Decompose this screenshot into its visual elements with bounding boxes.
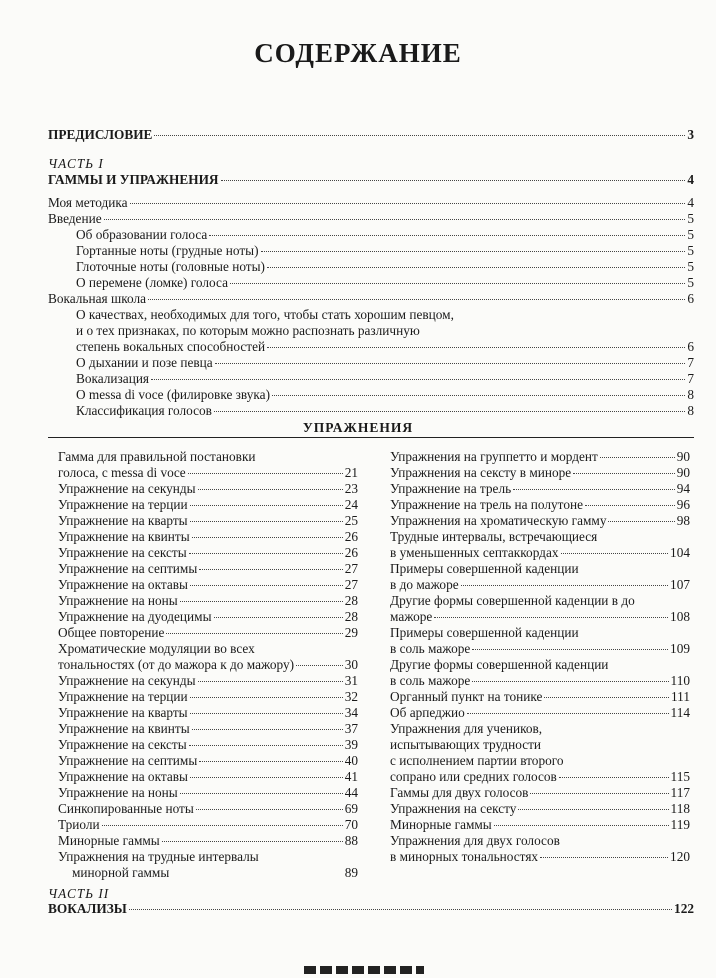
toc-entry[interactable]: Глоточные ноты (головные ноты) 5 — [76, 259, 694, 274]
toc-entry-line: и о тех признаках, по которым можно распознать различную — [76, 323, 420, 338]
part1-label: ЧАСТЬ I — [48, 156, 104, 171]
toc-entry[interactable]: мажоре 108 — [390, 609, 690, 624]
toc-entry[interactable]: Об образовании голоса 5 — [76, 227, 694, 242]
toc-entry[interactable]: Упражнение на трель 94 — [390, 481, 690, 496]
toc-entry[interactable]: Упражнения на сексту в миноре 90 — [390, 465, 690, 480]
toc-entry[interactable]: Упражнение на трель на полутоне 96 — [390, 497, 690, 512]
toc-entry[interactable]: Введение 5 — [48, 211, 694, 226]
toc-entry-preface[interactable]: ПРЕДИСЛОВИЕ 3 — [48, 127, 694, 142]
toc-entry[interactable]: Упражнение на септимы 40 — [58, 753, 358, 768]
toc-entry[interactable]: Упражнение на секунды 31 — [58, 673, 358, 688]
page-title: СОДЕРЖАНИЕ — [254, 38, 462, 68]
toc-entry[interactable]: Упражнение на октавы 27 — [58, 577, 358, 592]
toc-entry-line: Другие формы совершенной каденции — [390, 657, 609, 672]
toc-entry[interactable]: Упражнение на ноны 44 — [58, 785, 358, 800]
toc-entry-line: Трудные интервалы, встречающиеся — [390, 529, 598, 544]
toc-entry[interactable]: Гаммы для двух голосов 117 — [390, 785, 690, 800]
toc-entry[interactable]: голоса, с messa di voce 21 — [58, 465, 358, 480]
toc-entry[interactable]: Упражнение на секунды 23 — [58, 481, 358, 496]
toc-entry[interactable]: Упражнение на дуодецимы 28 — [58, 609, 358, 624]
toc-entry[interactable]: Синкопированные ноты 69 — [58, 801, 358, 816]
toc-entry[interactable]: Упражнения на сексту 118 — [390, 801, 690, 816]
toc-entry-line: испытывающих трудности — [390, 737, 542, 752]
toc-entry-line: Упражнения на трудные интервалы — [58, 849, 259, 864]
toc-entry[interactable]: Упражнение на октавы 41 — [58, 769, 358, 784]
toc-entry[interactable]: сопрано или средних голосов 115 — [390, 769, 690, 784]
toc-entry[interactable]: Триоли 70 — [58, 817, 358, 832]
toc-entry-line: Другие формы совершенной каденции в до — [390, 593, 635, 608]
toc-entry[interactable]: Вокальная школа 6 — [48, 291, 694, 306]
toc-entry[interactable]: в соль мажоре 109 — [390, 641, 690, 656]
toc-entry[interactable]: тональностях (от до мажора к до мажору) 30 — [58, 657, 358, 672]
toc-entry[interactable]: степень вокальных способностей 6 — [76, 339, 694, 354]
toc-entry[interactable]: Упражнение на ноны 28 — [58, 593, 358, 608]
toc-entry[interactable]: Упражнения на хроматическую гамму 98 — [390, 513, 690, 528]
toc-entry[interactable]: Упражнение на септимы 27 — [58, 561, 358, 576]
toc-entry[interactable]: Упражнение на кварты 34 — [58, 705, 358, 720]
toc-entry[interactable]: Минорные гаммы 119 — [390, 817, 690, 832]
toc-entry[interactable]: в до мажоре 107 — [390, 577, 690, 592]
toc-entry[interactable]: Упражнение на терции 32 — [58, 689, 358, 704]
divider — [48, 437, 694, 438]
toc-entry[interactable]: О messa di voce (филировке звука) 8 — [76, 387, 694, 402]
toc-entry-part1[interactable]: ГАММЫ И УПРАЖНЕНИЯ 4 — [48, 172, 694, 187]
toc-entry[interactable]: О перемене (ломке) голоса 5 — [76, 275, 694, 290]
toc-entry[interactable]: минорной гаммы 89 — [72, 865, 358, 880]
toc-entry[interactable]: Упражнение на кварты 25 — [58, 513, 358, 528]
toc-entry[interactable]: Классификация голосов 8 — [76, 403, 694, 418]
toc-entry[interactable]: Упражнения на группетто и мордент 90 — [390, 449, 690, 464]
toc-entry[interactable]: в уменьшенных септаккордах 104 — [390, 545, 690, 560]
exercises-heading: УПРАЖНЕНИЯ — [302, 420, 414, 435]
toc-entry[interactable]: Упражнение на сексты 39 — [58, 737, 358, 752]
toc-entry-line: с исполнением партии второго — [390, 753, 564, 768]
toc-entry[interactable]: Упражнение на квинты 26 — [58, 529, 358, 544]
toc-entry-line: Примеры совершенной каденции — [390, 625, 579, 640]
toc-entry-part2[interactable]: ВОКАЛИЗЫ 122 — [48, 901, 694, 916]
toc-entry[interactable]: Об арпеджио 114 — [390, 705, 690, 720]
toc-entry[interactable]: Гортанные ноты (грудные ноты) 5 — [76, 243, 694, 258]
toc-entry-line: Гамма для правильной постановки — [58, 449, 256, 464]
toc-entry[interactable]: Моя методика 4 — [48, 195, 694, 210]
toc-entry[interactable]: Вокализация 7 — [76, 371, 694, 386]
toc-entry[interactable]: Общее повторение 29 — [58, 625, 358, 640]
toc-entry-line: О качествах, необходимых для того, чтобы стать хорошим певцом, — [76, 307, 454, 322]
toc-entry[interactable]: О дыхании и позе певца 7 — [76, 355, 694, 370]
toc-entry-line: Примеры совершенной каденции — [390, 561, 579, 576]
toc-entry[interactable]: в минорных тональностях 120 — [390, 849, 690, 864]
toc-entry[interactable]: Органный пункт на тонике 111 — [390, 689, 690, 704]
toc-entry-line: Упражнения для учеников, — [390, 721, 543, 736]
toc-entry[interactable]: в соль мажоре 110 — [390, 673, 690, 688]
part2-label: ЧАСТЬ II — [48, 886, 110, 901]
toc-entry[interactable]: Минорные гаммы 88 — [58, 833, 358, 848]
toc-entry[interactable]: Упражнение на квинты 37 — [58, 721, 358, 736]
toc-entry-line: Упражнения для двух голосов — [390, 833, 560, 848]
toc-entry[interactable]: Упражнение на сексты 26 — [58, 545, 358, 560]
toc-entry-line: Хроматические модуляции во всех — [58, 641, 255, 656]
toc-entry[interactable]: Упражнение на терции 24 — [58, 497, 358, 512]
cropped-text-fragment — [304, 966, 424, 974]
